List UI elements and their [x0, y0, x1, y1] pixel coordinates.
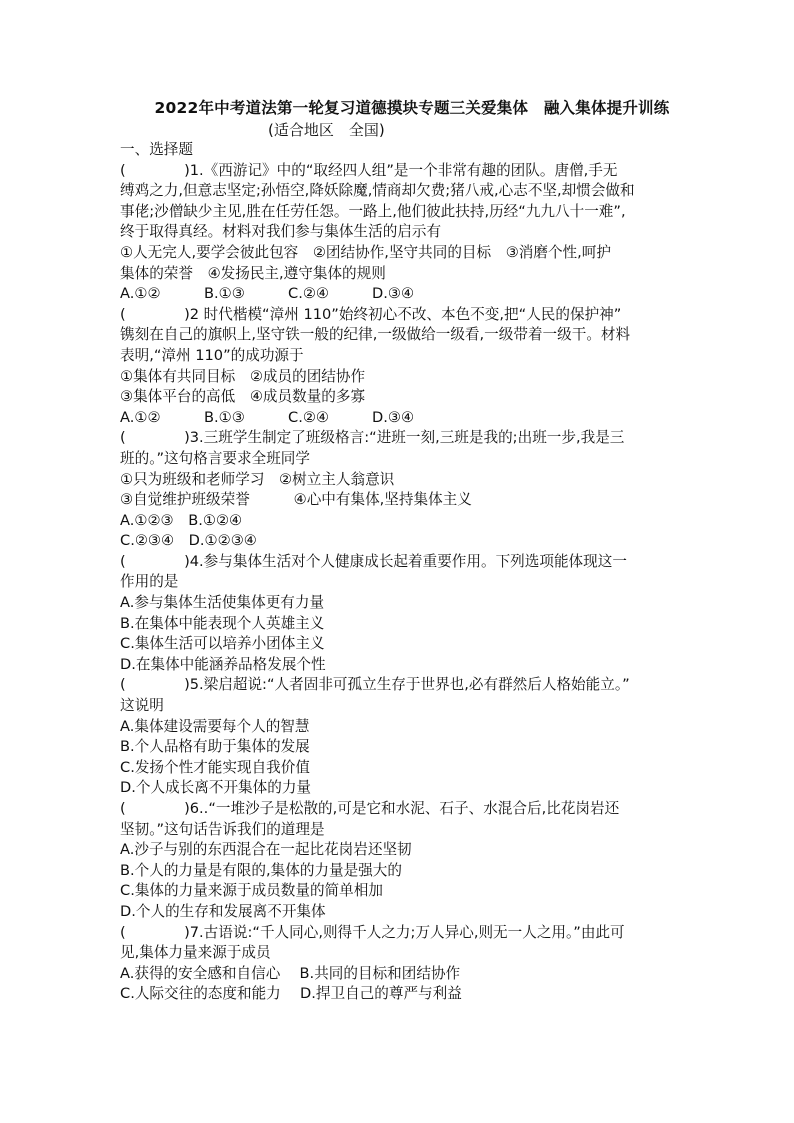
options-row: A.①②③ B.①②④ [120, 511, 243, 529]
option-d: D.③④ [372, 285, 415, 303]
question-line: ( )4.参与集体生活对个人健康成长起着重要作用。下列选项能体现这一 [120, 552, 627, 570]
section-heading: 一、选择题 [120, 141, 193, 158]
question-7 [120, 923, 680, 1005]
question-line: 作用的是 [120, 573, 179, 591]
question-2 [120, 305, 680, 429]
option-b: B.在集体中能表现个人英雄主义 [120, 614, 325, 632]
question-1 [120, 161, 680, 305]
option-c: C.②④ [288, 285, 329, 303]
option-b: B.个人的力量是有限的,集体的力量是强大的 [120, 861, 402, 879]
question-line: ①人无完人,要学会彼此包容 ②团结协作,坚守共同的目标 ③消磨个性,呵护 [120, 243, 611, 261]
question-line: 集体的荣誉 ④发扬民主,遵守集体的规则 [120, 264, 386, 282]
question-line: 班的。”这句格言要求全班同学 [120, 449, 310, 467]
options-row: C.人际交往的态度和能力 D.捍卫自己的尊严与利益 [120, 985, 462, 1003]
option-d: D.③④ [372, 408, 415, 426]
question-line: ( )1.《西游记》中的“取经四人组”是一个非常有趣的团队。唐僧,手无 [120, 161, 618, 179]
question-6 [120, 799, 680, 923]
question-line: 事佬;沙僧缺少主见,胜在任劳任怨。一路上,他们彼此扶持,历经“九九八十一难”, [120, 202, 626, 220]
option-c: C.集体生活可以培养小团体主义 [120, 635, 325, 653]
question-line: ( )3.三班学生制定了班级格言:“进班一刻,三班是我的;出班一步,我是三 [120, 429, 625, 447]
document-subtitle: (适合地区 全国) [268, 121, 385, 139]
question-4 [120, 552, 680, 676]
options-row: A.获得的安全感和自信心 B.共同的目标和团结协作 [120, 964, 461, 982]
option-c: C.②④ [288, 408, 329, 426]
option-a: A.参与集体生活使集体更有力量 [120, 594, 325, 612]
option-a: A.集体建设需要每个人的智慧 [120, 717, 310, 735]
question-5 [120, 675, 680, 799]
question-line: ③自觉维护班级荣誉 ④心中有集体,坚持集体主义 [120, 491, 472, 509]
option-b: B.①③ [204, 408, 245, 426]
question-line: 这说明 [120, 697, 164, 715]
option-d: D.个人成长离不开集体的力量 [120, 779, 312, 797]
question-line: 见,集体力量来源于成员 [120, 944, 271, 962]
option-b: B.个人品格有助于集体的发展 [120, 738, 310, 756]
question-line: 表明,“漳州 110”的成功源于 [120, 346, 304, 364]
option-a: A.①② [120, 408, 161, 426]
options-row [120, 408, 680, 429]
question-line: 坚韧。”这句话告诉我们的道理是 [120, 820, 325, 838]
option-c: C.发扬个性才能实现自我价值 [120, 758, 310, 776]
document-title: 2022年中考道法第一轮复习道德摸块专题三关爱集体 融入集体提升训练 [154, 99, 670, 117]
question-list [120, 140, 680, 1005]
question-3 [120, 428, 680, 552]
question-line: ①集体有共同目标 ②成员的团结协作 [120, 367, 366, 385]
question-line: ( )5.梁启超说:“人者固非可孤立生存于世界也,必有群然后人格始能立。” [120, 676, 630, 694]
option-c: C.集体的力量来源于成员数量的简单相加 [120, 882, 383, 900]
options-row: C.②③④ D.①②③④ [120, 532, 257, 550]
question-line: ①只为班级和老师学习 ②树立主人翁意识 [120, 470, 395, 488]
option-b: B.①③ [204, 285, 245, 303]
question-line: 终于取得真经。材料对我们参与集体生活的启示有 [120, 223, 442, 241]
option-d: D.个人的生存和发展离不开集体 [120, 902, 326, 920]
question-line: 镌刻在自己的旗帜上,坚守铁一般的纪律,一级做给一级看,一级带着一级干。材料 [120, 326, 631, 344]
option-a: A.沙子与别的东西混合在一起比花岗岩还坚韧 [120, 841, 412, 859]
option-a: A.①② [120, 285, 161, 303]
options-row [120, 284, 680, 305]
question-line: ( )2 时代楷模“漳州 110”始终初心不改、本色不变,把“人民的保护神” [120, 305, 622, 323]
option-d: D.在集体中能涵养品格发展个性 [120, 655, 326, 673]
question-line: ③集体平台的高低 ④成员数量的多寡 [120, 388, 366, 406]
question-line: ( )7.古语说:“千人同心,则得千人之力;万人异心,则无一人之用。”由此可 [120, 923, 625, 941]
question-line: 缚鸡之力,但意志坚定;孙悟空,降妖除魔,情商却欠费;猪八戒,心志不坚,却惯会做和 [120, 182, 635, 200]
question-line: ( )6..“一堆沙子是松散的,可是它和水泥、石子、水混合后,比花岗岩还 [120, 800, 620, 817]
